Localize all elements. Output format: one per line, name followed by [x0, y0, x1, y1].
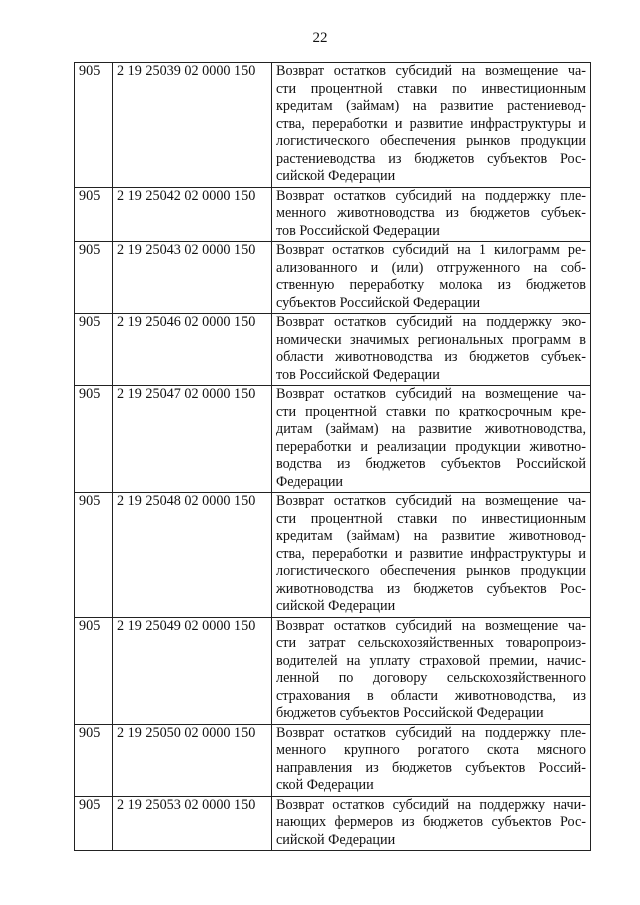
income-description-cell: [272, 187, 591, 242]
table-body: [75, 63, 591, 851]
description-line: ской Федерации: [276, 777, 374, 793]
budget-classification-code-cell: 2 19 25050 02 0000 150: [113, 724, 272, 796]
description-line: Возврат остатков субсидий на поддержку начи-: [276, 796, 586, 813]
description-line: Федерации: [276, 473, 344, 490]
description-line: субъектов Российской Федерации: [276, 294, 481, 311]
income-description-cell: [272, 724, 591, 796]
description-line: нающих фермеров из бюджетов субъектов Рос-: [276, 814, 586, 830]
income-description-cell: [272, 314, 591, 386]
description-line: растениеводства из бюджетов субъектов Рос-: [276, 150, 586, 167]
description-line: Возврат остатков субсидий на возмещение ча-: [276, 386, 586, 402]
table-row: [75, 796, 591, 851]
budget-classification-code-cell: 2 19 25047 02 0000 150: [113, 386, 272, 493]
table-row: [75, 187, 591, 242]
administrator-code-cell: 905: [75, 493, 113, 618]
description-line: сийской Федерации: [276, 168, 396, 184]
administrator-code-cell: 905: [75, 617, 113, 724]
description-line: переработки и реализации продукции животно-: [276, 438, 586, 455]
budget-classification-code-cell: 2 19 25048 02 0000 150: [113, 493, 272, 618]
description-line: Возврат остатков субсидий на возмещение ча-: [276, 617, 586, 634]
table-row: [75, 386, 591, 493]
description-line: тов Российской Федерации: [276, 222, 440, 239]
table-row: [75, 314, 591, 386]
description-line: номически значимых региональных программ в: [276, 331, 586, 348]
description-line: животноводства из бюджетов субъектов Рос-: [276, 580, 586, 597]
income-description-cell: [272, 617, 591, 724]
description-line: кредитам (займам) на развитие животновод-: [276, 528, 586, 544]
description-line: логистического обеспечения рынков продукции: [276, 563, 586, 579]
description-line: сийской Федерации: [276, 831, 396, 848]
description-line: бюджетов субъектов Российской Федерации: [276, 705, 544, 721]
description-line: сти процентной ставки по инвестиционным: [276, 510, 586, 527]
administrator-code-cell: 905: [75, 63, 113, 188]
table-row: [75, 493, 591, 618]
description-line: менного животноводства из бюджетов субъек-: [276, 205, 586, 221]
description-line: ства, переработки и развитие инфраструктуры и: [276, 115, 586, 132]
table-row: [75, 724, 591, 796]
description-line: водства из бюджетов субъектов Российской: [276, 456, 586, 472]
budget-classification-code-cell: 2 19 25049 02 0000 150: [113, 617, 272, 724]
description-line: ленной по договору сельскохозяйственного: [276, 670, 586, 686]
table-row: [75, 63, 591, 188]
description-line: менного крупного рогатого скота мясного: [276, 742, 586, 758]
description-line: дитам (займам) на развитие животноводства,: [276, 421, 586, 437]
description-line: Возврат остатков субсидий на поддержку пле-: [276, 724, 586, 741]
description-line: Возврат остатков субсидий на поддержку эко-: [276, 314, 586, 330]
description-line: ства, переработки и развитие инфраструктуры и: [276, 545, 586, 562]
description-line: направления из бюджетов субъектов Россий-: [276, 759, 586, 776]
administrator-code-cell: 905: [75, 724, 113, 796]
budget-codes-table: [74, 62, 591, 851]
income-description-cell: [272, 796, 591, 851]
budget-classification-code-cell: 2 19 25043 02 0000 150: [113, 242, 272, 314]
administrator-code-cell: 905: [75, 796, 113, 851]
description-line: Возврат остатков субсидий на возмещение ча-: [276, 63, 586, 79]
administrator-code-cell: 905: [75, 242, 113, 314]
description-line: сти процентной ставки по краткосрочным кре-: [276, 403, 586, 420]
description-line: тов Российской Федерации: [276, 366, 440, 383]
description-line: страхования в области животноводства, из: [276, 687, 586, 704]
description-line: сти процентной ставки по инвестиционным: [276, 80, 586, 97]
description-line: области животноводства из бюджетов субъек-: [276, 349, 586, 365]
administrator-code-cell: 905: [75, 187, 113, 242]
description-line: Возврат остатков субсидий на 1 килограмм ре-: [276, 242, 586, 258]
description-line: водителей на уплату страховой премии, начис-: [276, 652, 586, 669]
description-line: ственную переработку молока из бюджетов: [276, 277, 586, 293]
income-description-cell: [272, 493, 591, 618]
budget-classification-code-cell: 2 19 25046 02 0000 150: [113, 314, 272, 386]
income-description-cell: [272, 242, 591, 314]
description-line: логистического обеспечения рынков продукции: [276, 133, 586, 149]
description-line: Возврат остатков субсидий на поддержку пле-: [276, 187, 586, 204]
income-description-cell: [272, 386, 591, 493]
budget-classification-code-cell: 2 19 25039 02 0000 150: [113, 63, 272, 188]
budget-classification-code-cell: 2 19 25042 02 0000 150: [113, 187, 272, 242]
administrator-code-cell: 905: [75, 314, 113, 386]
income-description-cell: [272, 63, 591, 188]
description-line: сти затрат сельскохозяйственных товаропроиз-: [276, 635, 586, 651]
administrator-code-cell: 905: [75, 386, 113, 493]
description-line: ализованного и (или) отгруженного на соб-: [276, 259, 586, 276]
table-row: [75, 617, 591, 724]
description-line: Возврат остатков субсидий на возмещение ча-: [276, 493, 586, 509]
description-line: сийской Федерации: [276, 598, 396, 614]
page-number: 22: [312, 30, 328, 46]
description-line: кредитам (займам) на развитие растениевод-: [276, 98, 586, 114]
budget-classification-code-cell: 2 19 25053 02 0000 150: [113, 796, 272, 851]
table-row: [75, 242, 591, 314]
